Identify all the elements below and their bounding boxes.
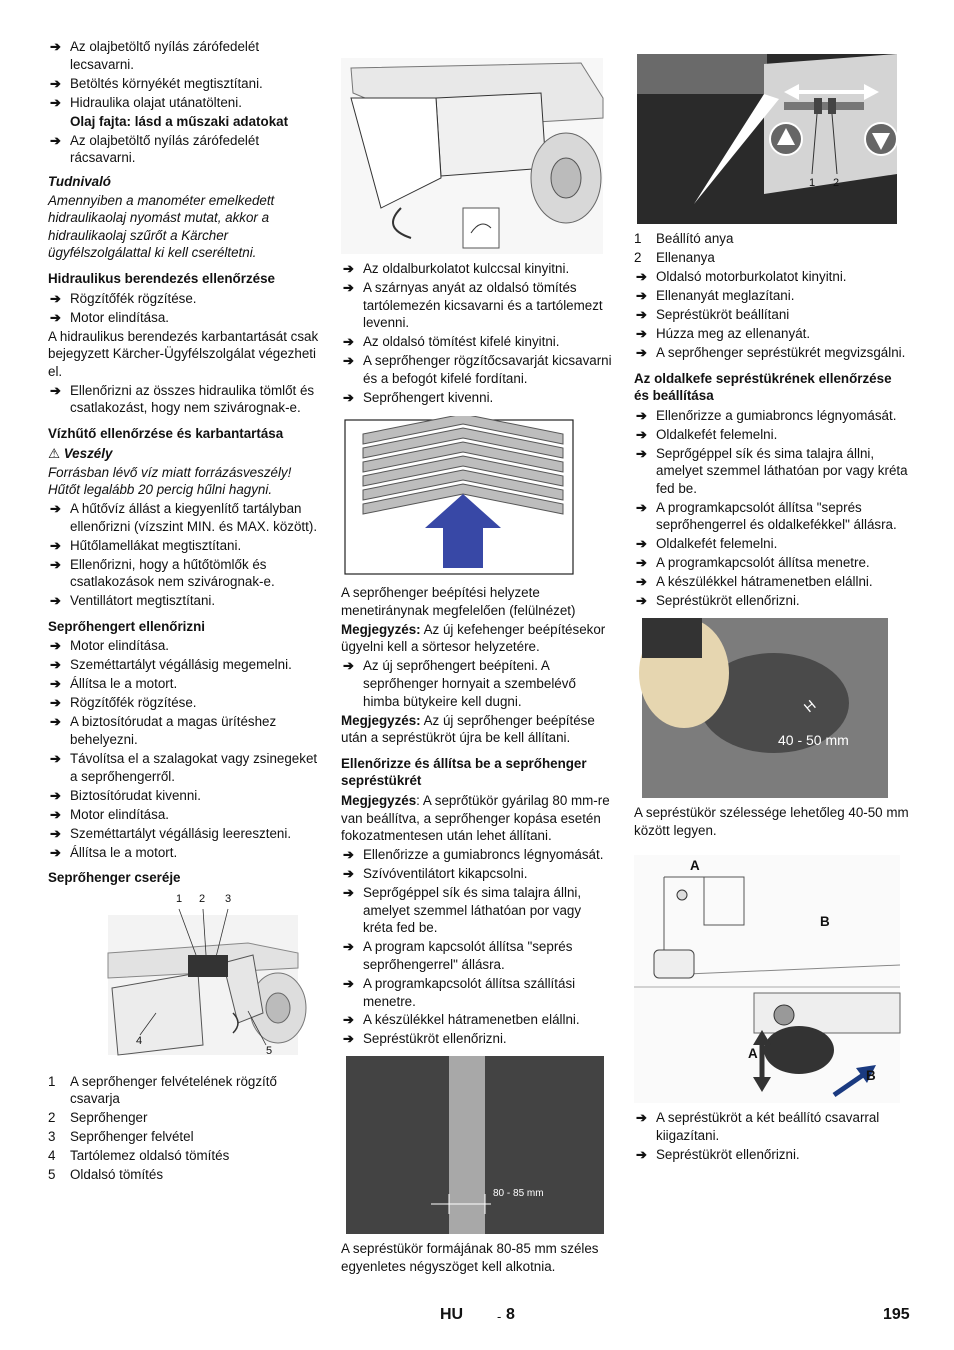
photo-caption: A sepréstükör szélessége lehetőleg 40-50 mm között legyen. — [634, 804, 909, 838]
section-heading-hydraulic: Hidraulikus berendezés ellenőrzése — [48, 271, 275, 287]
svg-text:H: H — [800, 696, 819, 716]
roller-change-illustration — [48, 893, 320, 1067]
step: ➔ Hidraulika olajat utánatölteni. — [48, 94, 320, 112]
fig-label: 3 — [225, 892, 232, 905]
legend-item: 2 Ellenanya — [634, 249, 715, 265]
step: ➔ A programkapcsolót állítsa "seprés seprőhengerrel és oldalkefékkel" állásra. — [634, 499, 910, 534]
step: ➔ Oldalsó motorburkolatot kinyitni. — [634, 268, 910, 286]
adjust-nut-photo — [634, 54, 910, 224]
section-heading-side-brush: Az oldalkefe sepréstükrének ellenőrzése és beállítása — [634, 370, 892, 404]
step: ➔ Betöltés környékét megtisztítani. — [48, 75, 320, 93]
step: ➔ Az olajbetöltő nyílás zárófedelét lecsavarni. — [48, 38, 320, 73]
step: ➔ Oldalkefét felemelni. — [634, 426, 910, 444]
step: ➔ A biztosítórudat a magas ürítéshez behelyezni. — [48, 713, 320, 748]
page-number: 195 — [883, 1306, 910, 1323]
step: ➔ A programkapcsolót állítsa szállítási menetre. — [341, 975, 613, 1010]
measurement-label: 40 - 50 mm — [778, 731, 849, 748]
note: Megjegyzés: Az új kefehenger beépítésekor ügyelni kell a sörtesor helyzetére. — [341, 621, 606, 655]
step: ➔ Biztosítórudat kivenni. — [48, 787, 320, 805]
legend-item: 4 Tartólemez oldalsó tömítés — [48, 1148, 230, 1164]
legend-item: 2 Seprőhenger — [48, 1110, 148, 1126]
step: ➔ Szeméttartályt végállásig megemelni. — [48, 656, 320, 674]
step: ➔ Motor elindítása. — [48, 309, 320, 327]
section-heading-mirror: Ellenőrizze és állítsa be a seprőhenger sepréstükrét — [341, 755, 587, 789]
step: ➔ Sepréstükröt ellenőrizni. — [634, 592, 910, 610]
fig-label: A — [748, 1046, 758, 1062]
legend-item: 1 A seprőhenger felvételének rögzítő csavarja — [48, 1073, 277, 1107]
section-heading-roller-change: Seprőhenger cseréje — [48, 870, 181, 886]
step: ➔ Sepréstükröt ellenőrizni. — [634, 1146, 910, 1164]
note-title: Tudnivaló — [48, 173, 111, 189]
danger-text: Forrásban lévő víz miatt forrázásveszély! Hűtőt legalább 20 percig hűlni hagyni. — [48, 464, 292, 498]
step: ➔ A programkapcsolót állítsa menetre. — [634, 554, 910, 572]
warning-triangle-icon: ⚠ — [48, 445, 61, 461]
footer-language: HU — [440, 1306, 464, 1323]
step: ➔ Motor elindítása. — [48, 806, 320, 824]
paragraph: A hidraulikus berendezés karbantartását csak bejegyzett Kärcher-Ügyfélszolgálat végezheti el. — [48, 328, 319, 379]
measurement-label: 80 - 85 mm — [493, 1188, 544, 1200]
roller-change-figure — [48, 893, 320, 1067]
bristle-row-diagram — [341, 416, 605, 578]
step: ➔ A seprőhenger rögzítőcsavarját kicsavarni és a befogót kifelé fordítani. — [341, 352, 613, 387]
step: ➔ A készülékkel hátramenetben elállni. — [634, 573, 910, 591]
step: ➔ Az új seprőhengert beépíteni. A seprőhenger hornyait a szembelévő himba bütykeire kell dugni. — [341, 657, 613, 710]
danger-label: Veszély — [63, 445, 113, 461]
fig-label: 1 — [176, 892, 183, 905]
fig-label: B — [866, 1068, 876, 1084]
step: ➔ Seprőhengert kivenni. — [341, 389, 613, 407]
side-brush-photo-image — [634, 618, 890, 798]
step: ➔ A hűtővíz állást a kiegyenlítő tartályban ellenőrizni (vízszint MIN. és MAX. között). — [48, 500, 320, 535]
sweep-mirror-photo — [341, 1056, 613, 1234]
step: ➔ Az oldalburkolatot kulccsal kinyitni. — [341, 260, 613, 278]
note-text: Amennyiben a manométer emelkedett hidraulikaolaj nyomást mutat, akkor a hidraulikaolaj szűrőt a Kärcher ügyfélszolgálattal ki kell cseréltetni. — [48, 192, 275, 261]
fig-label: 1 — [809, 177, 816, 189]
legend-item: 5 Oldalsó tömítés — [48, 1167, 164, 1183]
step: ➔ Sepréstükröt beállítani — [634, 306, 910, 324]
ab-adjust-illustration — [634, 855, 910, 1103]
step: ➔ Távolítsa el a szalagokat vagy zsinegeket a seprőhengerről. — [48, 750, 320, 785]
step: ➔ Az olajbetöltő nyílás zárófedelét rácsavarni. — [48, 132, 320, 167]
step: ➔ A sepréstükröt a két beállító csavarral kiigazítani. — [634, 1109, 910, 1144]
side-brush-photo — [634, 618, 910, 798]
step: ➔ A program kapcsolót állítsa "seprés seprőhengerrel" állásra. — [341, 938, 613, 973]
step: ➔ Seprőgéppel sík és sima talajra állni, amelyet szemmel láthatóan por vagy kréta fed be. — [341, 884, 613, 937]
step: ➔ Sepréstükröt ellenőrizni. — [341, 1030, 613, 1048]
step: ➔ Húzza meg az ellenanyát. — [634, 325, 910, 343]
step: ➔ Oldalkefét felemelni. — [634, 535, 910, 553]
step: ➔ A seprőhenger sepréstükrét megvizsgálni. — [634, 344, 910, 362]
step: ➔ A szárnyas anyát az oldalsó tömítés tartólemezén kicsavarni és a tartólemezt levenni. — [341, 279, 613, 332]
step: ➔ Motor elindítása. — [48, 637, 320, 655]
side-cover-illustration — [341, 58, 613, 254]
note: Megjegyzés: A seprőtükör gyárilag 80 mm-re van beállítva, a seprőhenger kopása esetén fokozatmentesen után lehet állítani. — [341, 793, 610, 844]
legend-item: 3 Seprőhenger felvétel — [48, 1129, 194, 1145]
step: ➔ Ellenanyát meglazítani. — [634, 287, 910, 305]
step: ➔ Ellenőrizze a gumiabroncs légnyomását. — [634, 407, 910, 425]
column-right — [634, 18, 910, 1165]
ab-adjust-figure — [634, 855, 910, 1103]
step: ➔ A készülékkel hátramenetben elállni. — [341, 1011, 613, 1029]
install-position-figure — [341, 416, 613, 578]
fig-label: 4 — [136, 1034, 143, 1047]
step: ➔ Seprőgéppel sík és sima talajra állni, amelyet szemmel láthatóan por vagy kréta fed be. — [634, 445, 910, 498]
section-heading-roller-check: Seprőhengert ellenőrizni — [48, 618, 205, 634]
footer-dash: - — [497, 1309, 502, 1324]
fig-label: B — [820, 914, 830, 930]
photo-caption: A sepréstükör formájának 80-85 mm széles egyenletes négyszöget kell alkotnia. — [341, 1241, 599, 1274]
side-cover-figure — [341, 58, 613, 254]
step: ➔ Ellenőrizni, hogy a hűtőtömlők és csatlakozások nem szivárognak-e. — [48, 556, 320, 591]
fig-label: 5 — [266, 1044, 273, 1057]
column-left — [48, 38, 320, 1185]
fig-label: 2 — [199, 892, 206, 905]
step: ➔ Szeméttartályt végállásig leereszteni. — [48, 825, 320, 843]
step: ➔ Állítsa le a motort. — [48, 844, 320, 862]
oil-type-note: Olaj fajta: lásd a műszaki adatokat — [70, 113, 289, 129]
sweep-mirror-photo-image — [341, 1056, 605, 1234]
step: ➔ Ellenőrizze a gumiabroncs légnyomását. — [341, 846, 613, 864]
adjust-nut-photo-image — [634, 54, 900, 224]
step: ➔ Rögzítőfék rögzítése. — [48, 290, 320, 308]
install-caption: A seprőhenger beépítési helyzete menetiránynak megfelelően (felülnézet) — [341, 585, 576, 618]
step: ➔ Az oldalsó tömítést kifelé kinyitni. — [341, 333, 613, 351]
column-middle — [341, 18, 613, 1277]
note: Megjegyzés: Az új seprőhenger beépítése után a sepréstükröt újra be kell állítani. — [341, 712, 595, 746]
section-heading-cooler: Vízhűtő ellenőrzése és karbantartása — [48, 426, 284, 441]
fig-label: 2 — [833, 177, 840, 189]
step: ➔ Ellenőrizni az összes hidraulika tömlőt és csatlakozást, hogy nem szivárognak-e. — [48, 382, 320, 417]
step: ➔ Rögzítőfék rögzítése. — [48, 694, 320, 712]
step: ➔ Ventillátort megtisztítani. — [48, 592, 320, 610]
step: ➔ Hűtőlamellákat megtisztítani. — [48, 537, 320, 555]
fig-label: A — [690, 858, 700, 874]
step: ➔ Szívóventilátort kikapcsolni. — [341, 865, 613, 883]
danger-title — [48, 445, 320, 463]
footer-section-page: 8 — [506, 1306, 515, 1323]
legend-item: 1 Beállító anya — [634, 231, 734, 246]
step: ➔ Állítsa le a motort. — [48, 675, 320, 693]
